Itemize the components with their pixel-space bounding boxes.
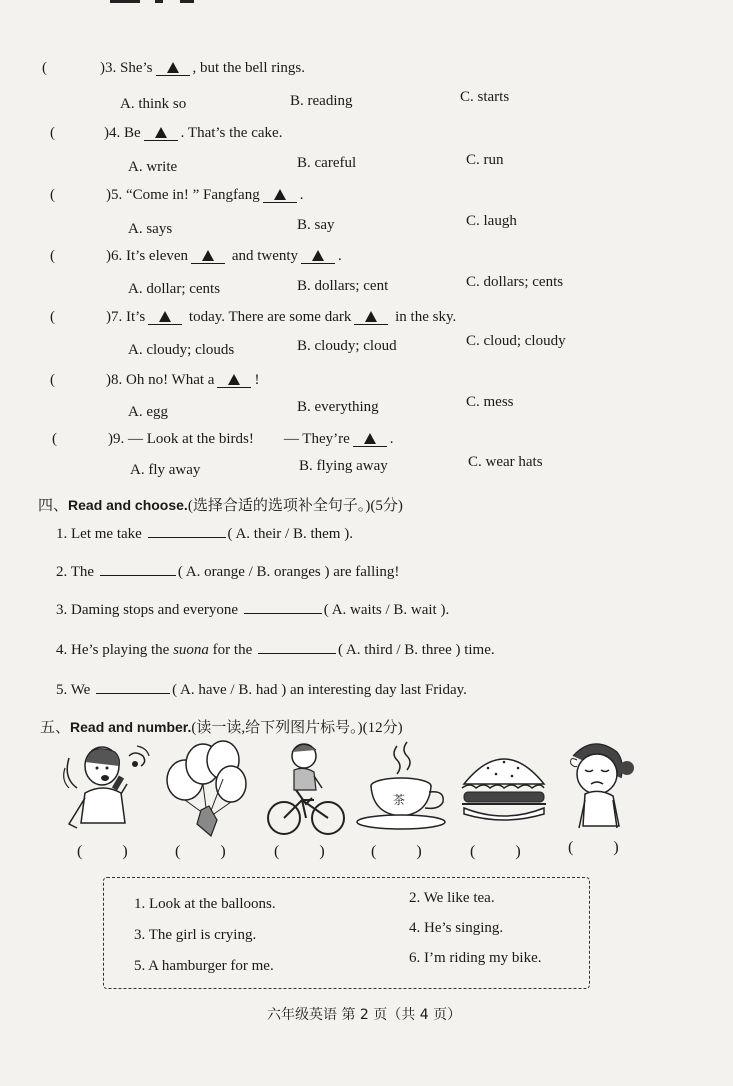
option-b: B. careful <box>297 155 357 171</box>
svg-text:茶: 茶 <box>393 793 406 807</box>
question-stem: )8. Oh no! What a ! <box>106 372 260 388</box>
option-a: A. write <box>128 159 178 175</box>
answer-parens[interactable]: ( ) <box>175 843 226 860</box>
blank-marker-icon <box>274 189 286 200</box>
answer-line[interactable] <box>244 602 322 614</box>
option-b: B. reading <box>290 93 353 109</box>
sentence-6: 6. I’m riding my bike. <box>409 950 542 966</box>
option-c: C. starts <box>460 89 510 105</box>
question-stem: )7. It’s today. There are some dark in the sky. <box>106 309 457 325</box>
sentence-box <box>103 877 590 989</box>
sentence-4: 4. He’s singing. <box>409 920 504 936</box>
blank-marker-icon <box>365 311 377 322</box>
answer-parens[interactable]: ( ) <box>77 843 128 860</box>
option-b: B. dollars; cent <box>297 278 389 294</box>
question-stem: )4. Be . That’s the cake. <box>104 125 283 141</box>
option-c: C. laugh <box>466 213 517 229</box>
blank-marker-icon <box>312 250 324 261</box>
option-c: C. mess <box>466 394 514 410</box>
singing-boy-icon <box>57 738 157 838</box>
option-c: C. dollars; cents <box>466 274 564 290</box>
option-a: A. think so <box>120 96 187 112</box>
option-a: A. says <box>128 221 173 237</box>
tea-cup-icon <box>353 738 453 838</box>
balloons-icon <box>163 738 249 838</box>
blank-marker-icon <box>202 250 214 261</box>
question-stem: )3. She’s , but the bell rings. <box>100 60 306 76</box>
blank-marker-icon <box>364 433 376 444</box>
option-b: B. cloudy; cloud <box>297 338 397 354</box>
sentence-2: 2. We like tea. <box>409 890 495 906</box>
picture-row <box>55 738 655 838</box>
fill-5: 5. We ( A. have / B. had ) an interesting day last Friday. <box>56 682 467 698</box>
fill-1: 1. Let me take ( A. their / B. them ). <box>56 526 353 542</box>
section-4-heading: 四、Read and choose.(选择合适的选项补全句子。)(5分) <box>38 497 403 514</box>
answer-bracket[interactable]: ( <box>50 125 55 141</box>
top-edge-marks <box>40 0 240 6</box>
hamburger-icon <box>458 738 550 838</box>
answer-line[interactable] <box>100 564 176 576</box>
answer-line[interactable] <box>258 642 336 654</box>
option-c: C. cloud; cloudy <box>466 333 566 349</box>
answer-bracket[interactable]: ( <box>52 431 57 447</box>
answer-line[interactable] <box>96 682 170 694</box>
boy-riding-bike-icon <box>260 738 352 838</box>
option-a: A. cloudy; clouds <box>128 342 235 358</box>
blank-marker-icon <box>155 127 167 138</box>
option-a: A. fly away <box>130 462 201 478</box>
answer-bracket[interactable]: ( <box>50 309 55 325</box>
answer-parens[interactable]: ( ) <box>274 843 325 860</box>
answer-bracket[interactable]: ( <box>42 60 47 76</box>
option-c: C. wear hats <box>468 454 543 470</box>
question-stem: )6. It’s eleven and twenty . <box>106 248 342 264</box>
answer-parens[interactable]: ( ) <box>470 843 521 860</box>
option-a: A. dollar; cents <box>128 281 221 297</box>
question-stem: )9. — Look at the birds! — They’re . <box>108 431 394 447</box>
section-5-heading: 五、Read and number.(读一读,给下列图片标号。)(12分) <box>40 719 403 736</box>
answer-line[interactable] <box>148 526 226 538</box>
page-footer: 六年级英语 第 2 页（共 4 页） <box>267 1007 462 1023</box>
sentence-5: 5. A hamburger for me. <box>134 958 274 974</box>
option-c: C. run <box>466 152 504 168</box>
blank-marker-icon <box>159 311 171 322</box>
crying-girl-icon <box>555 738 651 838</box>
sentence-3: 3. The girl is crying. <box>134 927 257 943</box>
option-b: B. everything <box>297 399 379 415</box>
answer-bracket[interactable]: ( <box>50 248 55 264</box>
fill-2: 2. The ( A. orange / B. oranges ) are falling! <box>56 564 400 580</box>
fill-3: 3. Daming stops and everyone ( A. waits / B. wait ). <box>56 602 450 618</box>
answer-parens[interactable]: ( ) <box>371 843 422 860</box>
question-stem: )5. “Come in! ” Fangfang . <box>106 187 304 203</box>
option-b: B. say <box>297 217 335 233</box>
fill-4: 4. He’s playing the suona for the ( A. third / B. three ) time. <box>56 642 495 658</box>
answer-bracket[interactable]: ( <box>50 187 55 203</box>
blank-marker-icon <box>167 62 179 73</box>
sentence-1: 1. Look at the balloons. <box>134 896 276 912</box>
answer-parens[interactable]: ( ) <box>568 839 619 856</box>
answer-bracket[interactable]: ( <box>50 372 55 388</box>
option-b: B. flying away <box>299 458 388 474</box>
blank-marker-icon <box>228 374 240 385</box>
option-a: A. egg <box>128 404 168 420</box>
